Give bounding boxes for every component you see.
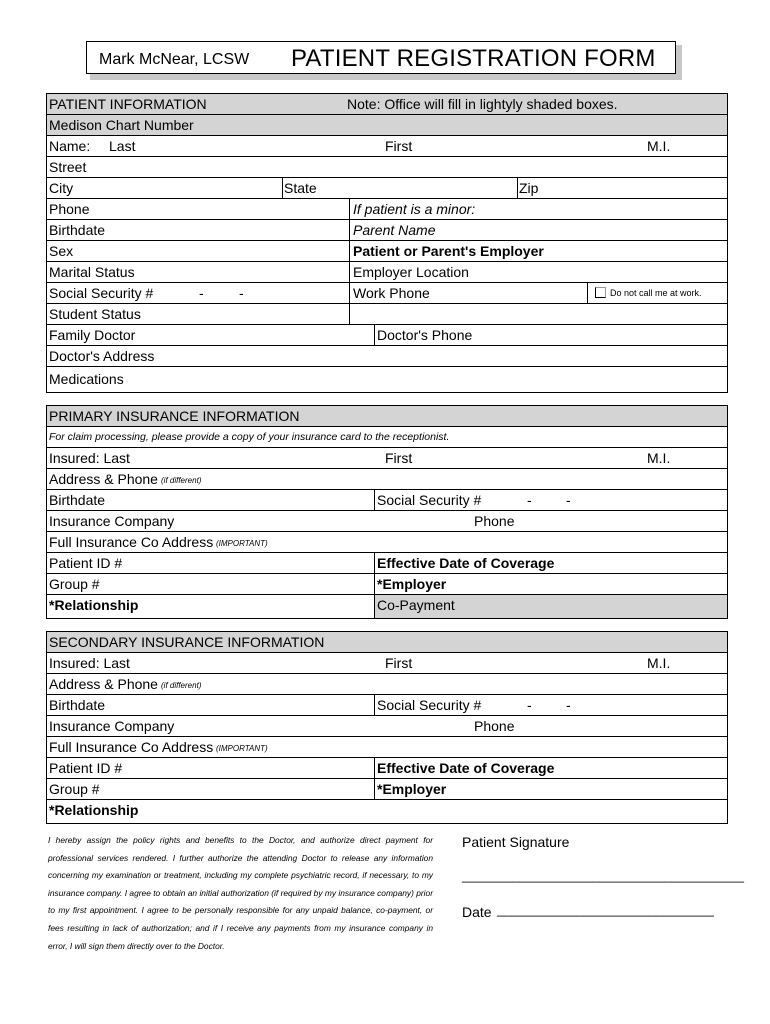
field-label: *Relationship <box>49 802 139 818</box>
field-label: Medison Chart Number <box>49 117 194 133</box>
field-label: Address & Phone <box>49 471 158 487</box>
patient-id-row <box>47 758 727 779</box>
form-header <box>86 41 676 74</box>
section-heading: SECONDARY INSURANCE INFORMATION <box>49 634 325 650</box>
field-label: First <box>385 450 413 466</box>
birthdate-row <box>47 220 727 241</box>
do-not-call-checkbox[interactable] <box>595 287 606 298</box>
patient-name-field[interactable] <box>47 136 727 157</box>
field-label: Parent Name <box>353 222 436 238</box>
field-label: Street <box>49 159 87 175</box>
field-label: Insured: Last <box>49 655 130 671</box>
patient-id-row <box>47 553 727 574</box>
field-label: Co-Payment <box>377 597 455 613</box>
address-phone-field[interactable] <box>47 469 727 490</box>
divider <box>349 241 350 261</box>
divider <box>374 574 375 594</box>
address-phone-field[interactable] <box>47 674 727 695</box>
city-state-zip-row <box>47 178 727 199</box>
company-row[interactable] <box>47 716 727 737</box>
medications-field[interactable] <box>47 367 727 392</box>
field-label: Effective Date of Coverage <box>377 555 555 571</box>
field-label: Insured: Last <box>49 450 130 466</box>
date-line[interactable]: ______________________________ <box>497 902 714 917</box>
field-label: Phone <box>49 201 90 217</box>
claim-note-row <box>47 427 727 448</box>
claim-note: For claim processing, please provide a copy of your insurance card to the receptionist. <box>49 431 450 443</box>
field-label: Name: <box>49 138 91 154</box>
section-heading: PRIMARY INSURANCE INFORMATION <box>49 408 300 424</box>
field-label: Address & Phone <box>49 676 158 692</box>
field-label: City <box>49 180 74 196</box>
field-label: Family Doctor <box>49 327 136 343</box>
ssn-dash: - <box>566 697 571 713</box>
field-label: Employer Location <box>353 264 469 280</box>
field-label: Work Phone <box>353 285 430 301</box>
field-label: *Employer <box>377 781 447 797</box>
field-label: M.I. <box>647 655 671 671</box>
field-label: Patient or Parent's Employer <box>353 243 544 259</box>
divider <box>374 325 375 345</box>
field-label: Patient ID # <box>49 555 123 571</box>
insured-name-field[interactable] <box>47 653 727 674</box>
field-label: Student Status <box>49 306 141 322</box>
divider <box>374 779 375 799</box>
field-label: Patient ID # <box>49 760 123 776</box>
divider <box>374 695 375 715</box>
minor-label: If patient is a minor: <box>353 201 476 217</box>
divider <box>349 304 350 324</box>
field-label: Birthdate <box>49 492 106 508</box>
field-label: Phone <box>474 513 515 529</box>
insured-name-field[interactable] <box>47 448 727 469</box>
copayment-cell[interactable] <box>375 595 727 618</box>
sex-row <box>47 241 727 262</box>
marital-row <box>47 262 727 283</box>
patient-info-section <box>46 93 728 393</box>
divider <box>374 595 375 618</box>
hint: (if different) <box>161 681 202 690</box>
hint: (IMPORTANT) <box>216 744 268 753</box>
divider <box>349 199 350 219</box>
authorization-text: I hereby assign the policy rights and benefits to the Doctor, and authorize direct payment for professional services rendered. I further authorize the attending Doctor to release any information concerning my examination or treatment, including my complete psychiatric record, if necessary, to my insurance company. I agree to obtain an initial authorization (if required by my insurance company) prior to my first appointment. I agree to be personally responsible for any unpaid balance, co-payment, or fees resulting in lack of authorization; and if I receive any payments from my insurance company in error, I will sign them directly over to the Doctor. <box>48 835 433 951</box>
field-label: First <box>385 138 413 154</box>
field-label: Birthdate <box>49 222 106 238</box>
relationship-row <box>47 595 727 618</box>
field-label: Medications <box>49 371 124 387</box>
field-label: Last <box>109 138 136 154</box>
divider <box>349 262 350 282</box>
group-row <box>47 779 727 800</box>
field-label: State <box>284 180 317 196</box>
field-label: Birthdate <box>49 697 106 713</box>
ssn-dash: - <box>239 285 244 301</box>
student-row <box>47 304 727 325</box>
doctor-address-field[interactable] <box>47 346 727 367</box>
field-label: Doctor's Phone <box>377 327 473 343</box>
field-label: M.I. <box>647 450 671 466</box>
ssn-row <box>47 283 727 304</box>
field-label: Marital Status <box>49 264 135 280</box>
hint: (if different) <box>161 476 202 485</box>
divider <box>374 490 375 510</box>
field-label: Doctor's Address <box>49 348 155 364</box>
field-label: *Relationship <box>49 597 139 613</box>
street-field[interactable] <box>47 157 727 178</box>
field-label: Sex <box>49 243 74 259</box>
field-label: Phone <box>474 718 515 734</box>
divider <box>282 178 283 198</box>
divider <box>349 220 350 240</box>
field-label: Effective Date of Coverage <box>377 760 555 776</box>
date-label: Date <box>462 904 492 920</box>
ssn-dash: - <box>527 492 532 508</box>
field-label: Full Insurance Co Address <box>49 534 214 550</box>
field-label: Zip <box>519 180 539 196</box>
divider <box>517 178 518 198</box>
divider <box>349 283 350 303</box>
form-title: PATIENT REGISTRATION FORM <box>291 45 656 72</box>
field-label: M.I. <box>647 138 671 154</box>
relationship-field[interactable] <box>47 800 727 823</box>
family-doctor-row <box>47 325 727 346</box>
birthdate-ssn-row <box>47 695 727 716</box>
section-heading: PATIENT INFORMATION <box>49 96 207 112</box>
field-label: Social Security # <box>377 697 482 713</box>
company-row[interactable] <box>47 511 727 532</box>
divider <box>374 553 375 573</box>
ssn-dash: - <box>199 285 204 301</box>
secondary-insurance-section <box>46 631 728 824</box>
shaded-note: Note: Office will fill in lightyly shaded boxes. <box>347 96 618 112</box>
do-not-call-label: Do not call me at work. <box>610 288 702 298</box>
primary-header <box>47 406 727 427</box>
birthdate-ssn-row <box>47 490 727 511</box>
ssn-dash: - <box>527 697 532 713</box>
provider-name: Mark McNear, LCSW <box>99 51 250 68</box>
field-label: Insurance Company <box>49 513 175 529</box>
ssn-dash: - <box>566 492 571 508</box>
hint: (IMPORTANT) <box>216 539 268 548</box>
field-label: Group # <box>49 781 100 797</box>
full-address-field[interactable] <box>47 532 727 553</box>
signature-line[interactable]: _______________________________________ <box>462 868 744 883</box>
phone-row <box>47 199 727 220</box>
full-address-field[interactable] <box>47 737 727 758</box>
field-label: Group # <box>49 576 100 592</box>
field-label: Social Security # <box>49 285 154 301</box>
field-label: *Employer <box>377 576 447 592</box>
field-label: First <box>385 655 413 671</box>
field-label: Insurance Company <box>49 718 175 734</box>
field-label: Social Security # <box>377 492 482 508</box>
divider <box>587 283 588 303</box>
signature-label: Patient Signature <box>462 834 570 850</box>
group-row <box>47 574 727 595</box>
field-label: Full Insurance Co Address <box>49 739 214 755</box>
patient-info-header <box>47 94 727 115</box>
secondary-header <box>47 632 727 653</box>
primary-insurance-section <box>46 405 728 619</box>
divider <box>374 758 375 778</box>
chart-number-field[interactable] <box>47 115 727 136</box>
